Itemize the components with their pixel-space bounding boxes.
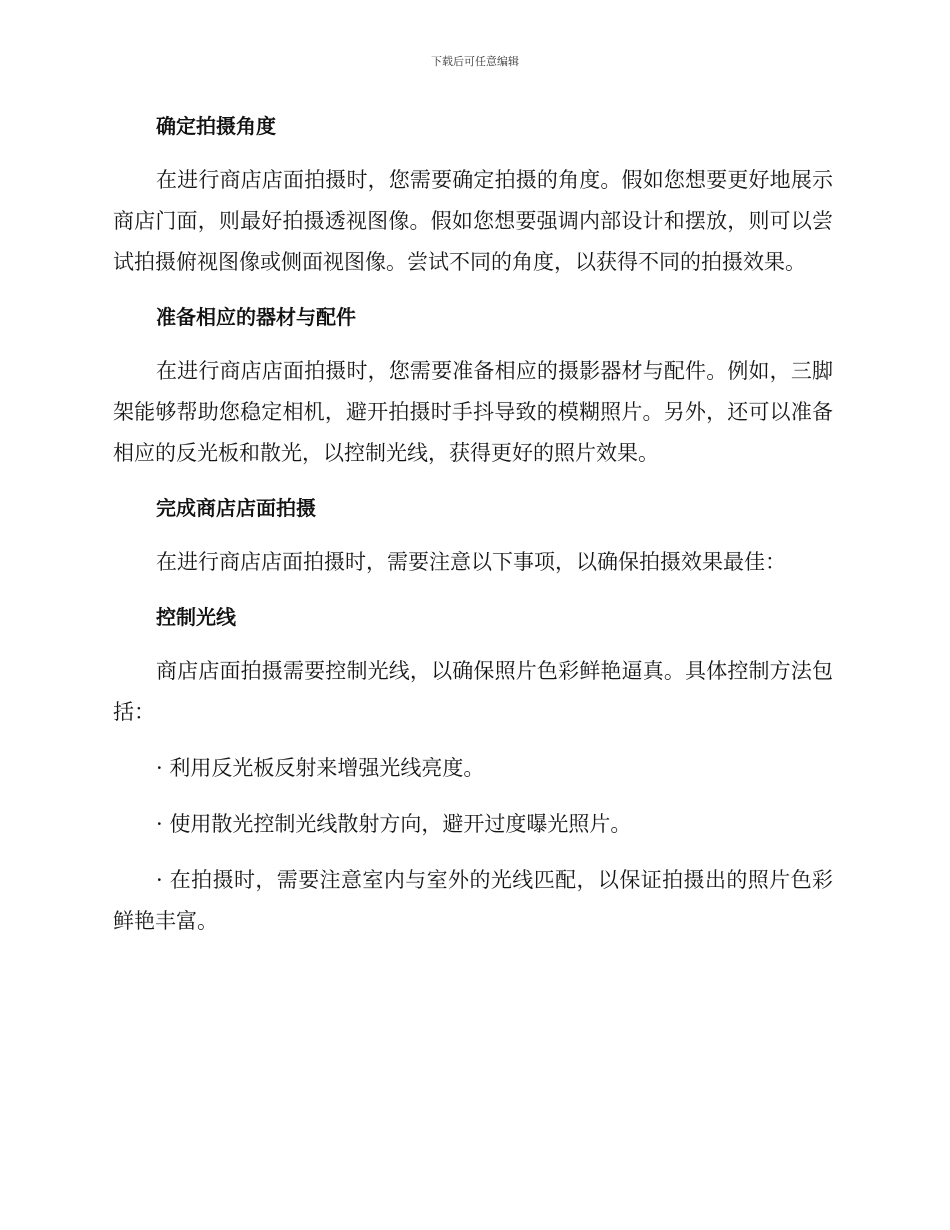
section-heading-equipment: 准备相应的器材与配件 xyxy=(156,305,356,329)
section-heading-angle: 确定拍摄角度 xyxy=(156,114,276,138)
bullet-item-diffuser: · 使用散光控制光线散射方向，避开过度曝光照片。 xyxy=(156,812,632,836)
section-paragraph-complete: 在进行商店店面拍摄时，需要注意以下事项，以确保拍摄效果最佳： xyxy=(156,550,786,574)
document-body xyxy=(113,106,833,942)
section-heading-lighting: 控制光线 xyxy=(156,605,236,629)
bullet-item-reflector: · 利用反光板反射来增强光线亮度。 xyxy=(156,756,485,780)
section-paragraph-equipment: 在进行商店店面拍摄时，您需要准备相应的摄影器材与配件。例如，三脚架能够帮助您稳定相机，避开拍摄时手抖导致的模糊照片。另外，还可以准备相应的反光板和散光，以控制光线，获得更好的照片效果。 xyxy=(113,359,833,465)
section-heading-complete: 完成商店店面拍摄 xyxy=(156,496,316,520)
section-paragraph-angle: 在进行商店店面拍摄时，您需要确定拍摄的角度。假如您想要更好地展示商店门面，则最好拍摄透视图像。假如您想要强调内部设计和摆放，则可以尝试拍摄俯视图像或侧面视图像。尝试不同的角度，以获得不同的拍摄效果。 xyxy=(113,168,833,274)
section-paragraph-lighting: 商店店面拍摄需要控制光线，以确保照片色彩鲜艳逼真。具体控制方法包括： xyxy=(113,659,833,724)
bullet-item-light-match: · 在拍摄时，需要注意室内与室外的光线匹配，以保证拍摄出的照片色彩鲜艳丰富。 xyxy=(113,868,833,933)
page-header-note: 下载后可任意编辑 xyxy=(431,55,519,68)
